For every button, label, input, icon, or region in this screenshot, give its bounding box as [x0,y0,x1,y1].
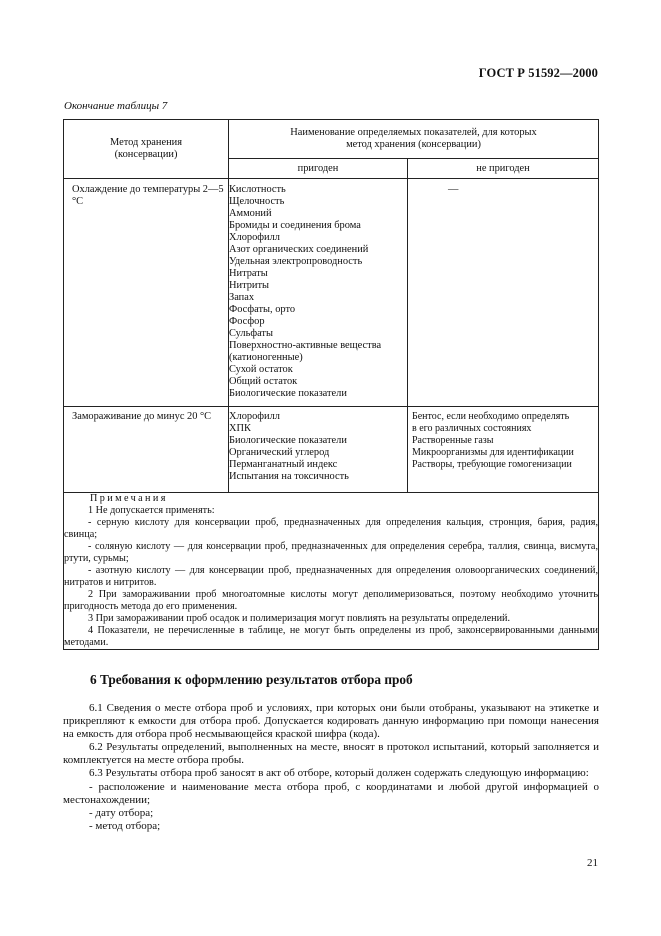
list-item: Органический углерод [229,447,330,458]
list-item: Азот органических соединений [229,244,369,255]
page-number: 21 [587,857,598,869]
note-2: 2 При замораживании проб многоатомные кислоты могут деполимеризоваться, поэтому необходимо уточнить пригодность метода до его применения. [64,589,598,612]
method-cell [64,407,229,493]
list-item: Сульфаты [229,328,273,339]
list-item: Сухой остаток [229,364,293,375]
list-item: ХПК [229,423,251,434]
storage-methods-table [63,119,599,650]
list-item: Перманганатный индекс [229,459,338,470]
column-header-suitable: пригоден [229,159,408,179]
list-item: Биологические показатели [229,388,347,399]
list-item: Фосфор [229,316,265,327]
section-title: 6 Требования к оформлению результатов отбора проб [90,672,413,687]
paragraph-6-3: 6.3 Результаты отбора проб заносят в акт об отборе, который должен содержать следующую информацию: [89,767,589,780]
list-item: - дату отбора; [89,806,154,819]
list-item: Аммоний [229,208,272,219]
list-item: Поверхностно-активные вещества [229,340,382,351]
unsuitable-list [408,179,599,407]
method-label: Охлаждение до температуры 2—5 °С [72,184,224,207]
list-item: Щелочность [229,196,285,207]
list-item: Кислотность [229,184,286,195]
column-header-method: Метод хранения (консервации) [64,120,229,179]
list-item: Нитраты [229,268,268,279]
unsuitable-list [408,407,599,493]
note-4: 4 Показатели, не перечисленные в таблице, не могут быть определены из проб, законсервированными данными методами. [64,625,598,648]
paragraph-6-1: 6.1 Сведения о месте отбора проб и условиях, при которых они были отобраны, указывают на этикетке и прикрепляют к емкости для отбора проб. Допускается кодировать данную информацию при помощи нанесения на емкость для отбора проб несмывающейся краской шифра (кода). [63,702,599,741]
note-1c: - азотную кислоту — для консервации проб, предназначенных для определения оловоорганических соединений, нитратов и нитритов. [64,565,598,588]
list-item: Растворы, требующие гомогенизации [412,459,572,470]
list-item: - расположение и наименование места отбора проб, с координатами и любой другой информацией о местонахождении; [63,780,599,806]
method-label: Замораживание до минус 20 °С [72,411,212,422]
list-item: Биологические показатели [229,435,347,446]
table-notes [64,493,599,650]
note-1b: - соляную кислоту — для консервации проб, предназначенных для определения серебра, таллия, свинца, висмута, ртути, сурьмы; [64,541,598,564]
list-item: Бромиды и соединения брома [229,220,361,231]
column-header-unsuitable: не пригоден [408,159,599,179]
notes-row [64,493,599,650]
list-item: Бентос, если необходимо определять [412,411,570,422]
method-cell [64,179,229,407]
list-item: Общий остаток [229,376,298,387]
list-item: (катионогенные) [229,352,303,363]
note-3: 3 При замораживании проб осадок и полимеризация могут повлиять на результаты определений. [88,613,511,624]
paragraph-6-2: 6.2 Результаты определений, выполненных на месте, вносят в протокол испытаний, который заполняется и комплектуется на месте отбора пробы. [63,741,599,767]
list-item: Хлорофилл [229,232,280,243]
list-item: Растворенные газы [412,435,494,446]
list-item: в его различных состояниях [412,423,532,434]
table-caption: Окончание таблицы 7 [64,100,168,112]
list-item: - метод отбора; [89,819,161,832]
column-header-params: Наименование определяемых показателей, для которых метод хранения (консервации) [229,120,599,159]
list-item: Нитриты [229,280,270,291]
note-1: 1 Не допускается применять: [88,505,215,516]
table-row [64,407,599,493]
document-code: ГОСТ Р 51592—2000 [478,66,598,80]
table-row [64,179,599,407]
list-item: Испытания на токсичность [229,471,349,482]
list-item: Запах [229,292,255,303]
suitable-list [229,179,408,407]
notes-title: Примечания [90,493,168,504]
list-item: — [448,184,459,195]
list-item: Хлорофилл [229,411,280,422]
section-body [63,702,599,833]
list-item: Фосфаты, орто [229,304,296,315]
note-1a: - серную кислоту для консервации проб, предназначенных для определения кальция, стронция, бария, радия, свинца; [64,517,598,540]
list-item: Удельная электропроводность [229,256,363,267]
suitable-list [229,407,408,493]
list-item: Микроорганизмы для идентификации [412,447,574,458]
